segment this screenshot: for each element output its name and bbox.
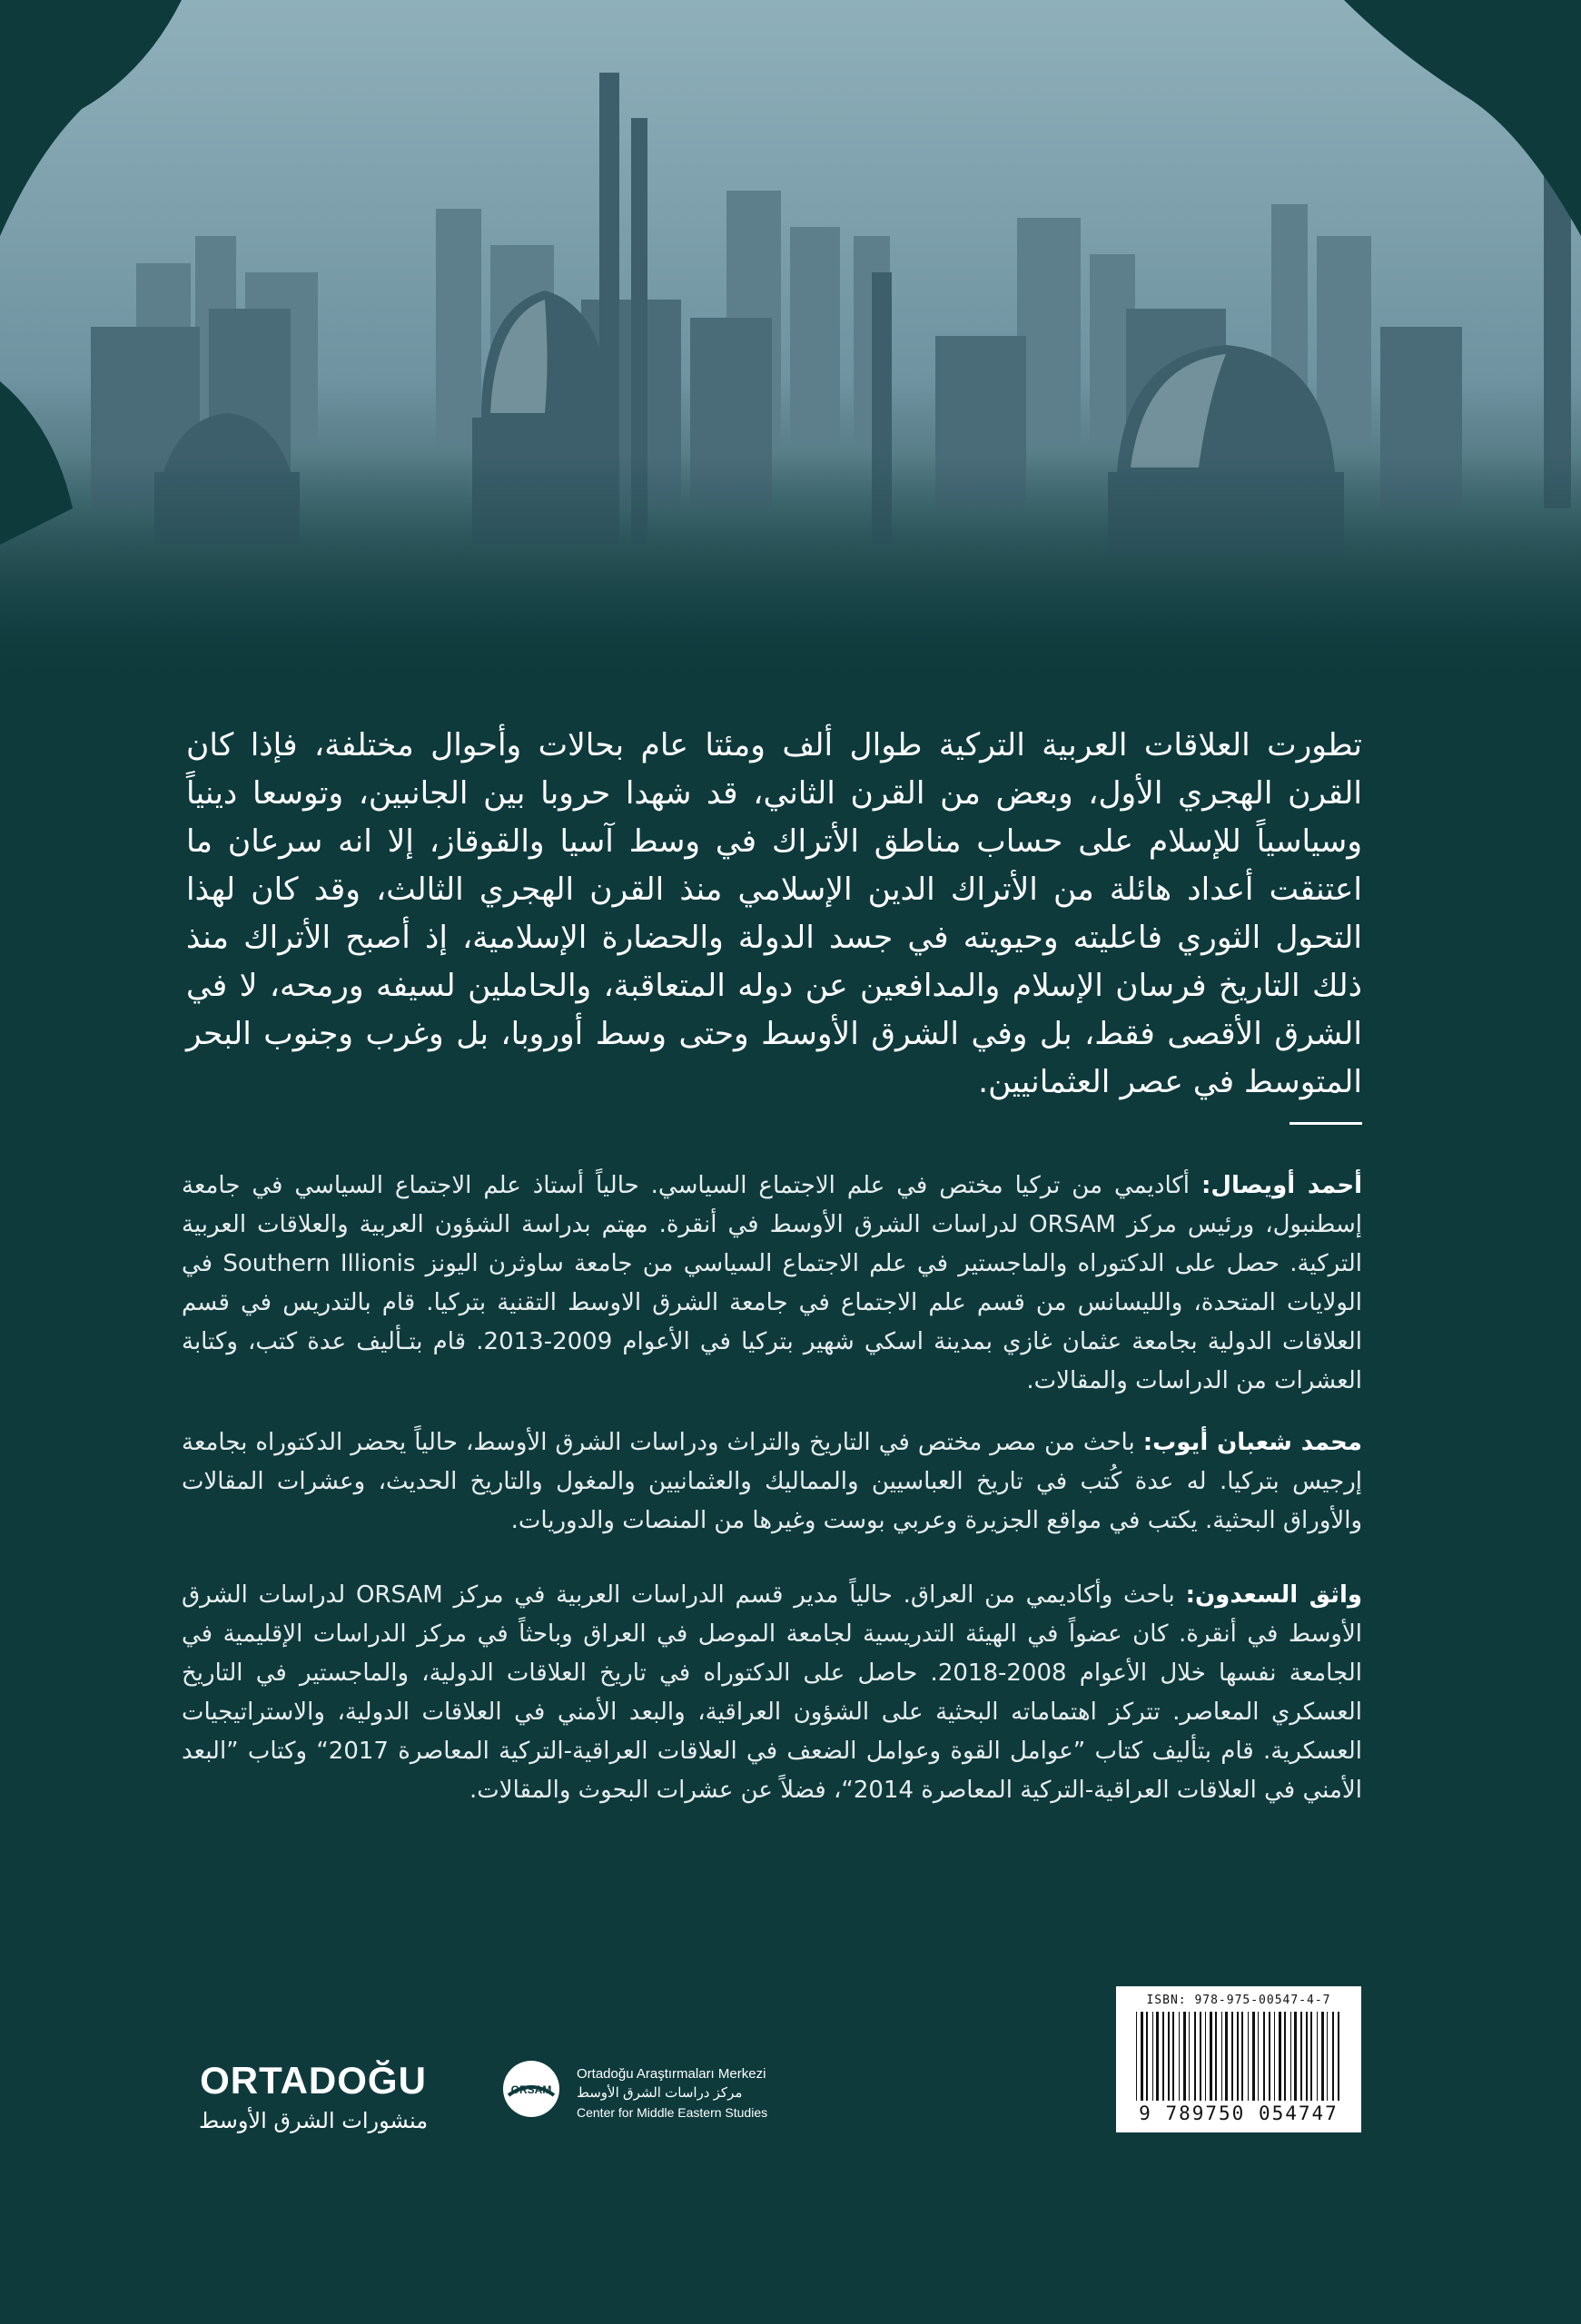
orsam-name-arabic: مركز دراسات الشرق الأوسط — [577, 2085, 743, 2101]
barcode-bar — [1258, 2012, 1259, 2101]
barcode-bar — [1237, 2012, 1239, 2101]
barcode-bar — [1332, 2012, 1334, 2101]
barcode-bar — [1189, 2012, 1190, 2101]
barcode-bar — [1162, 2012, 1164, 2101]
barcode-bar — [1183, 2012, 1186, 2101]
isbn-barcode — [1116, 1986, 1361, 2132]
barcode-bar — [1248, 2012, 1249, 2101]
isbn-label: ISBN: 978-975-00547-4-7 — [1146, 1994, 1331, 2007]
author-bio-text: باحث وأكاديمي من العراق. حالياً مدير قسم الدراسات العربية في مركز ORSAM لدراسات الشرق الأوسط في أنقرة. كان عضواً في الهيئة التدريسية لجامعة الموصل في العراق وباحثاً في مركز الدراسات الإقليمية في الجامعة نفسها خلال الأعوام 2008-2018. حاصل على الدكتوراه في تاريخ العلاقات الدولية، والماجستير في التاريخ العسكري المعاصر. تتركز اهتماماته البحثية على الشؤون العراقية، والبعد الأمني في العلاقات الدولية، والاستراتيجيات العسكرية. قام بتأليف كتاب ”عوامل القوة وعوامل الضعف في العلاقات العراقية-التركية المعاصرة 2017“ وكتاب ”البعد الأمني في العلاقات العراقية-التركية المعاصرة 2014“، فضلاً عن عشرات البحوث والمقالات. — [182, 1581, 1363, 1804]
ortadogu-logo-latin: ORTADOĞU — [200, 2059, 427, 2102]
barcode-bar — [1317, 2012, 1318, 2101]
barcode-bar — [1279, 2012, 1281, 2101]
blurb-paragraph: تطورت العلاقات العربية التركية طوال ألف ومئتا عام بحالات وأحوال مختلفة، فإذا كان القرن الهجري الأول، وبعض من القرن الثاني، قد شهدا حروبا بين الجانبين، وتوسعا دينياً وسياسياً للإسلام على حساب مناطق الأتراك في وسط آسيا والقوقاز، إلا انه سرعان ما اعتنقت أعداد هائلة من الأتراك الدين الإسلامي منذ القرن الهجري الثالث، وقد كان لهذا التحول الثوري فاعليته وحيويته في جسد الدولة والحضارة الإسلامية، إذ أصبح الأتراك منذ ذلك التاريخ فرسان الإسلام والمدافعين عن دوله المتعاقبة، والحاملين لسيفه ورمحه، لا في الشرق الأقصى فقط، بل وفي الشرق الأوسط وحتى وسط أوروبا، بل وغرب وجنوب البحر المتوسط في عصر العثمانيين. — [186, 727, 1362, 1100]
barcode-bar — [1200, 2012, 1201, 2101]
author-bio-text: باحث من مصر مختص في التاريخ والتراث ودراسات الشرق الأوسط، حالياً يحضر الدكتوراه بجامعة إرجيس بتركيا. له عدة كُتب في تاريخ العباسيين والمماليك والعثمانيين والمغول والتاريخ الحديث، وعشرات المقالات والأوراق البحثية. يكتب في مواقع الجزيرة وعربي بوست وغيرها من المنصات والدوريات. — [182, 1429, 1362, 1534]
barcode-bar — [1141, 2012, 1143, 2101]
barcode-bar — [1252, 2012, 1255, 2101]
author-name: واثق السعدون: — [1185, 1581, 1363, 1609]
orsam-logo-icon — [501, 2059, 561, 2119]
barcode-bar — [1294, 2012, 1297, 2101]
barcode-bar — [1225, 2012, 1228, 2101]
barcode-bar — [1156, 2012, 1159, 2101]
barcode-bar — [1172, 2012, 1174, 2101]
barcode-bar — [1231, 2012, 1233, 2101]
barcode-bar — [1290, 2012, 1291, 2101]
author-bio — [182, 1576, 1362, 1810]
barcode-bar — [1221, 2012, 1222, 2101]
barcode-bar — [1284, 2012, 1286, 2101]
barcode-bar — [1210, 2012, 1212, 2101]
barcode-bar — [1310, 2012, 1312, 2101]
barcode-bar — [1274, 2012, 1275, 2101]
barcode-bar — [1300, 2012, 1302, 2101]
ortadogu-logo-arabic: منشورات الشرق الأوسط — [198, 2108, 429, 2133]
barcode-bar — [1269, 2012, 1270, 2101]
barcode-bar — [1205, 2012, 1206, 2101]
barcode-bar — [1179, 2012, 1180, 2101]
barcode-bar — [1136, 2012, 1137, 2101]
orsam-name-english: Center for Middle Eastern Studies — [577, 2105, 768, 2120]
cover-cityscape-illustration — [0, 0, 1581, 690]
orsam-name-turkish: Ortadoğu Araştırmaları Merkezi — [577, 2066, 766, 2082]
orsam-logo-text: ORSAM — [510, 2083, 552, 2096]
author-name: أحمد أويصال: — [1201, 1172, 1363, 1199]
orsam-publisher-block — [577, 2065, 795, 2122]
barcode-bar — [1241, 2012, 1243, 2101]
barcode-digits: 9 789750 054747 — [1139, 2102, 1339, 2124]
author-bio — [182, 1423, 1362, 1541]
barcode-bar — [1306, 2012, 1308, 2101]
barcode-bars — [1136, 2012, 1341, 2101]
author-name: محمد شعبان أيوب: — [1142, 1429, 1362, 1456]
author-bio-text: أكاديمي من تركيا مختص في علم الاجتماع السياسي. حالياً أستاذ علم الاجتماع السياسي في جامعة إسطنبول، ورئيس مركز ORSAM لدراسات الشرق الأوسط في أنقرة. مهتم بدراسة الشؤون العربية والعلاقات العربية التركية. حصل على الدكتوراه والماجستير في علم الاجتماع السياسي من جامعة ساوثرن اليونز Southern Illionis في الولايات المتحدة، والليسانس من قسم علم الاجتماع في جامعة الشرق الاوسط التقنية بتركيا. قام بالتدريس في قسم العلاقات الدولية بجامعة عثمان غازي بمدينة اسكي شهير بتركيا في الأعوام 2009-2013. قام بتـأليف عدة كتب، وكتابة العشرات من الدراسات والمقالات. — [182, 1172, 1362, 1394]
barcode-bar — [1168, 2012, 1170, 2101]
section-divider — [1290, 1122, 1362, 1125]
barcode-bar — [1321, 2012, 1324, 2101]
barcode-bar — [1338, 2012, 1339, 2101]
author-bio — [182, 1167, 1362, 1401]
barcode-bar — [1146, 2012, 1148, 2101]
barcode-bar — [1152, 2012, 1153, 2101]
barcode-bar — [1194, 2012, 1196, 2101]
barcode-bar — [1263, 2012, 1265, 2101]
barcode-bar — [1327, 2012, 1328, 2101]
barcode-bar — [1215, 2012, 1217, 2101]
